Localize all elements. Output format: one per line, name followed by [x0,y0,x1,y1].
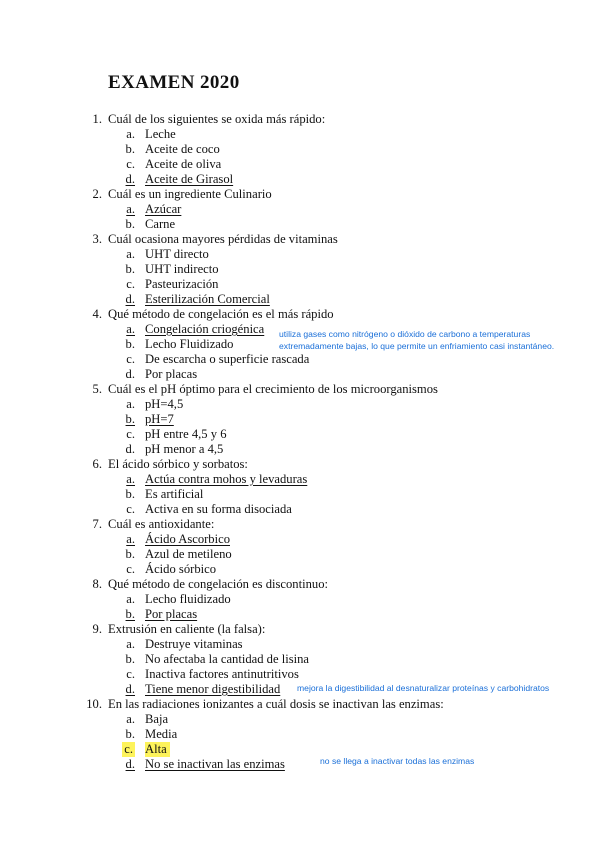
question-7 [92,517,215,532]
option-text: Por placas [145,607,198,621]
question-2 [92,187,272,202]
annotation-q4-line2: extremadamente bajas, lo que permite un enfriamiento casi instantáneo. [279,341,555,351]
option-letter: b. [125,142,135,156]
option-letter: b. [125,337,135,351]
option-1d-correct [125,172,234,187]
option-3c [126,277,219,292]
option-10c-highlighted [124,742,170,757]
option-text: No se inactivan las enzimas [145,757,285,771]
option-text: Baja [145,712,169,726]
option-letter: c. [126,427,135,441]
option-letter: b. [125,412,135,426]
option-text: Esterilización Comercial [145,292,270,306]
option-text: pH entre 4,5 y 6 [145,427,227,441]
option-letter: a. [126,472,135,486]
option-text: Inactiva factores antinutritivos [145,667,299,681]
option-text: pH=4,5 [145,397,184,411]
option-5d [125,442,224,457]
option-letter: b. [125,652,135,666]
option-letter: a. [126,712,135,726]
option-text: UHT directo [145,247,209,261]
question-text: Cuál de los siguientes se oxida más rápido: [108,112,326,126]
option-letter: d. [125,682,135,696]
option-text: Media [145,727,178,741]
option-letter: c. [126,157,135,171]
option-5c [126,427,227,442]
option-3d-correct [125,292,270,307]
question-text: Cuál es el pH óptimo para el crecimiento de los microorganismos [108,382,438,396]
option-10a [126,712,169,727]
option-7b [125,547,232,562]
question-number: 6. [92,457,102,471]
option-letter: d. [125,367,135,381]
question-number: 2. [92,187,102,201]
option-text: Activa en su forma disociada [145,502,292,516]
question-1 [92,112,326,127]
question-text: Cuál es un ingrediente Culinario [108,187,272,201]
option-3a [126,247,209,262]
option-letter: c. [124,742,133,756]
option-4d [125,367,198,382]
question-10 [86,697,444,712]
option-text: Pasteurización [145,277,219,291]
question-text: El ácido sórbico y sorbatos: [108,457,248,471]
option-text: Ácido sórbico [145,562,216,576]
option-1c [126,157,222,172]
option-letter: a. [126,637,135,651]
question-text: Qué método de congelación es el más rápido [108,307,334,321]
option-letter: a. [126,397,135,411]
option-4b [125,337,234,352]
option-letter: a. [126,247,135,261]
option-4c [126,352,310,367]
option-letter: b. [125,217,135,231]
option-1a [126,127,176,142]
option-5b-correct [125,412,174,427]
question-4 [92,307,334,322]
option-text: Tiene menor digestibilidad [145,682,281,696]
option-8a [126,592,231,607]
option-letter: c. [126,667,135,681]
option-letter: b. [125,487,135,501]
option-text: No afectaba la cantidad de lisina [145,652,309,666]
option-text: Azul de metileno [145,547,232,561]
option-8b-correct [125,607,198,622]
option-letter: b. [125,607,135,621]
question-text: Cuál ocasiona mayores pérdidas de vitaminas [108,232,338,246]
question-text: En las radiaciones ionizantes a cuál dosis se inactivan las enzimas: [108,697,444,711]
option-text: Actúa contra mohos y levaduras [145,472,308,486]
option-9a [126,637,243,652]
question-6 [92,457,248,472]
question-number: 8. [92,577,102,591]
question-5 [92,382,438,397]
option-letter: d. [125,442,135,456]
option-letter: d. [125,757,135,771]
option-text: De escarcha o superficie rascada [145,352,310,366]
option-5a [126,397,184,412]
option-6c [126,502,292,517]
option-letter: b. [125,547,135,561]
option-letter: d. [125,172,135,186]
question-number: 5. [92,382,102,396]
option-7c [126,562,216,577]
question-number: 10. [86,697,102,711]
annotation-q9: mejora la digestibilidad al desnaturalizar proteínas y carbohidratos [297,683,550,693]
option-letter: c. [126,352,135,366]
option-text: Azúcar [145,202,182,216]
option-text: Leche [145,127,176,141]
option-2b [125,217,176,232]
option-6b [125,487,204,502]
option-letter: a. [126,127,135,141]
option-text: Por placas [145,367,198,381]
option-text: pH menor a 4,5 [145,442,224,456]
option-letter: c. [126,562,135,576]
option-9d-correct [125,682,281,697]
option-text: Carne [145,217,176,231]
option-10b [125,727,178,742]
question-number: 4. [92,307,102,321]
option-letter: a. [126,592,135,606]
option-text: Es artificial [145,487,204,501]
option-9b [125,652,309,667]
option-text: Ácido Ascorbico [145,532,230,546]
option-2a-correct [126,202,182,217]
question-number: 9. [92,622,102,636]
option-letter: a. [126,322,135,336]
option-text: Lecho Fluidizado [145,337,234,351]
question-text: Extrusión en caliente (la falsa): [108,622,266,636]
question-8 [92,577,328,592]
option-4a-correct [126,322,265,337]
question-3 [92,232,338,247]
option-letter: c. [126,277,135,291]
option-text: Aceite de coco [145,142,220,156]
option-text: pH=7 [145,412,174,426]
question-number: 7. [92,517,102,531]
question-number: 3. [92,232,102,246]
annotation-q10: no se llega a inactivar todas las enzimas [320,756,475,766]
option-7a-correct [126,532,230,547]
question-text: Cuál es antioxidante: [108,517,215,531]
option-letter: c. [126,502,135,516]
option-letter: a. [126,532,135,546]
option-text: UHT indirecto [145,262,219,276]
option-10d-correct [125,757,285,772]
option-letter: b. [125,262,135,276]
question-number: 1. [92,112,102,126]
option-text: Destruye vitaminas [145,637,243,651]
question-9 [92,622,266,637]
option-6a-correct [126,472,308,487]
option-text: Aceite de Girasol [145,172,234,186]
option-text: Congelación criogénica [145,322,265,336]
question-text: Qué método de congelación es discontinuo: [108,577,328,591]
option-letter: a. [126,202,135,216]
option-letter: d. [125,292,135,306]
option-letter: b. [125,727,135,741]
option-text: Alta [145,742,167,756]
annotation-q4-line1: utiliza gases como nitrógeno o dióxido de carbono a temperaturas [279,329,531,339]
option-9c [126,667,299,682]
option-1b [125,142,220,157]
option-3b [125,262,219,277]
option-text: Aceite de oliva [145,157,222,171]
option-text: Lecho fluidizado [145,592,231,606]
page-title: EXAMEN 2020 [108,72,240,93]
